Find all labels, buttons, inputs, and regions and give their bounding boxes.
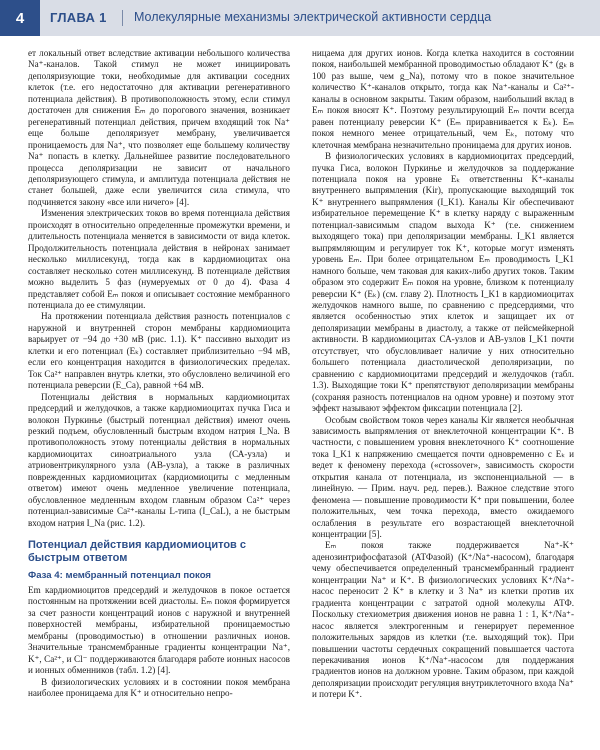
left-column <box>28 48 290 700</box>
right-column <box>312 48 574 701</box>
page-number: 4 <box>0 0 40 36</box>
paragraph: Потенциалы действия в нормальных кардиомиоцитах предсердий и желудочков, а также кардиомиоцитах пучка Гиса и волокон Пуркинье (быстрый потенциал действия) имеют очень резкий подъем, обусловленный быстрым входом натрия I_Na. В противоположность этому потенциалы действия в нормальных кардиомиоцитах синоатриального узла (СА-узла) и атриовентрикулярного узла (АВ-узла), а также в различных поврежденных кардиомиоцитах (кардиомиоциты с медленным ответом) имеют очень медленное увеличение потенциала, обусловленное медленным входом главным образом Ca²⁺ через потенциал-зависимые Ca²⁺-каналы L-типа (I_CaL), а не быстрым входом натрия I_Na (рис. 1.2). <box>28 391 290 528</box>
paragraph: На протяжении потенциала действия разность потенциалов с наружной и внутренней сторон мембраны кардиомиоцита варьирует от −94 до +30 мВ (рис. 1.1). K⁺ пассивно выходит из клетки и его потенциал (Eₖ) составляет приблизительно −94 мВ, если его концентрация находится в физиологических пределах. Ток Ca²⁺ направлен внутрь клетки, это обусловлено величиной его потенциала реверсии (E_Ca), равной +64 мВ. <box>28 311 290 391</box>
chapter-label: ГЛАВА 1 <box>50 10 107 25</box>
paragraph: Em кардиомиоцитов предсердий и желудочков в покое остается постоянным на протяжении всей диастолы. Eₘ покоя формируется за счет разности концентраций ионов с наружной и внутренней поверхностей мембраны, избирательной проницаемостью мембраны (проводимостью) в отношении различных ионов. Значительные трансмембранные градиенты концентрации Na⁺, K⁺, Ca²⁺, и Cl⁻ поддерживаются благодаря работе ионных насосов и ионных обменников (табл. 1.2) [4]. <box>28 585 290 676</box>
subsection-title: Фаза 4: мембранный потенциал покоя <box>28 570 212 582</box>
section-title: Потенциал действия кардиомиоцитов с быстрым ответом <box>28 539 246 565</box>
header-divider <box>122 10 123 26</box>
page-header <box>0 0 600 36</box>
paragraph: ницаема для других ионов. Когда клетка находится в состоянии покоя, наибольшей мембранной проводимостью обладают K⁺ (gₖ в 100 раз выше, чем g_Na), потому что в покое значительное количество K⁺-каналов открыто, тогда как Na⁺-каналы и Ca²⁺-каналы в основном закрыты. Таким образом, наибольший вклад в Eₘ покоя вносят K⁺. Поэтому результирующий Eₘ почти всегда равен потенциалу реверсии K⁺ (Eₘ приравнивается к Eₖ). Eₘ покоя немного менее отрицательный, чем Eₖ, потому что клеточная мембрана незначительно проницаема для других ионов. <box>312 48 574 150</box>
paragraph: Eₘ покоя также поддерживается Na⁺-K⁺ аденозинтрифосфатазой (АТФазой) (K⁺/Na⁺-насосом), благодаря чему обеспечивается определенный трансмембранный градиент концентрации Na⁺ и K⁺. В физиологических условиях K⁺/Na⁺-насос переносит 2 K⁺ в клетку и 3 Na⁺ из клетки против их градиента концентрации с затратой одной молекулы АТФ. Поскольку стехиометрия движения ионов не равна 1 : 1, K⁺/Na⁺-насос является электрогенным и генерирует переменное положительных зарядов из клетки (т.е. выходящий ток). При повышении частоты сердечных сокращений повышается частота перекачивания ионов K⁺/Na⁺-насосом для поддержания градиентов ионов на должном уровне. Таким образом, при каждой деполяризации происходит регуляция внутриклеточного входа Na⁺ и потери K⁺. <box>312 540 574 700</box>
paragraph: Особым свойством токов через каналы Kir является необычная зависимость выпрямления от внеклеточной концентрации K⁺. В частности, с повышением уровня внеклеточного K⁺ соотношение тока I_K1 к напряжению смещается почти одновременно с Eₖ и ведет к феномену перехода («crossover», зависимость скорости открытия канала от потенциала, из экспоненциальной — в линейную. — Прим. науч. ред. перев.). Важное следствие этого феномена — повышение проводимости K⁺ при повышении, более положительных, чем точка перехода, вместо ожидаемого ослабления в результате его возрастающей внеклеточной концентрации [5]. <box>312 414 574 540</box>
chapter-title: Молекулярные механизмы электрической активности сердца <box>134 10 492 24</box>
paragraph: В физиологических условиях в кардиомиоцитах предсердий, пучка Гиса, волокон Пуркинье и желудочков за поддержание потенциала покоя на уровне Eₖ ответственны K⁺-каналы внутреннего выпрямления (Kir), пропускающие выходящий ток K⁺ внутреннего выпрямления (I_K1). Каналы Kir обеспечивают избирательное перемещение K⁺ в клетку наряду с выраженным потенциал-зависимым спадом выхода K⁺ (т.е. снижением выходящего тока) при деполяризации мембраны. I_K1 является выпрямляющим и регулирует ток K⁺, которые могут изменять уровень Eₘ. При более отрицательном Eₘ проводимость I_K1 намного больше, чем таковая для каких-либо других токов. Таким образом это содержит Eₘ покоя на уровне, близком к потенциалу реверсии K⁺ (Eₖ) (см. главу 2). Плотность I_K1 в кардиомиоцитах желудочков намного выше, по сравнению с предсердиями, что является особенностью этих клеток и защищает их от деполяризации мембраны в диастолу, а также от пейсмейкерной активности. В кардиомиоцитах СА-узлов и АВ-узлов I_K1 почти отсутствует, что обусловливает наличие у них относительно большего потенциала диастолической деполяризации, по сравнению с кардиомиоцитами предсердий и желудочков (табл. 1.3). Выходящие токи K⁺ препятствуют деполяризации мембраны (сохраняя разность потенциалов на одном уровне) и поэтому этот эффект называют эффектом фиксации потенциала [2]. <box>312 151 574 414</box>
paragraph: ет локальный ответ вследствие активации небольшого количества Na⁺-каналов. Такой стимул не может инициировать деполяризующие токи, необходимые для активации соседних клеток (т.е. его недостаточно для активации регенеративного потенциала действия). В противоположность этому, если стимул достаточен для снижения Eₘ до порогового значения, возникает регенеративный потенциал действия, причем входящий ток Na⁺ еще больше деполяризует мембрану, увеличивается проницаемость для Na⁺, что позволяет еще большему количеству Na⁺ попасть в клетку. Дальнейшее развитие последовательного процесса деполяризации не зависит от начального деполяризующего стимула, и амплитуда потенциала действия не станет большей, даже если увеличится сила стимула, что подчиняется закону «все или ничего» [4]. <box>28 48 290 207</box>
paragraph: В физиологических условиях и в состоянии покоя мембрана наиболее проницаема для K⁺ и относительно непро- <box>28 676 290 699</box>
paragraph: Изменения электрических токов во время потенциала действия происходят в относительно определенные промежутки времени, и длительность потенциала меняется в зависимости от вида клеток. Продолжительность потенциала действия в нейронах занимает несколько миллисекунд, тогда как в кардиомиоцитах она составляет несколько сотен миллисекунд. В потенциале действия можно выделить 5 фаз (нумеруемых от 0 до 4). Фаза 4 представляет собой Eₘ покоя и описывает состояние мембранного потенциала до ее стимуляции. <box>28 208 290 310</box>
